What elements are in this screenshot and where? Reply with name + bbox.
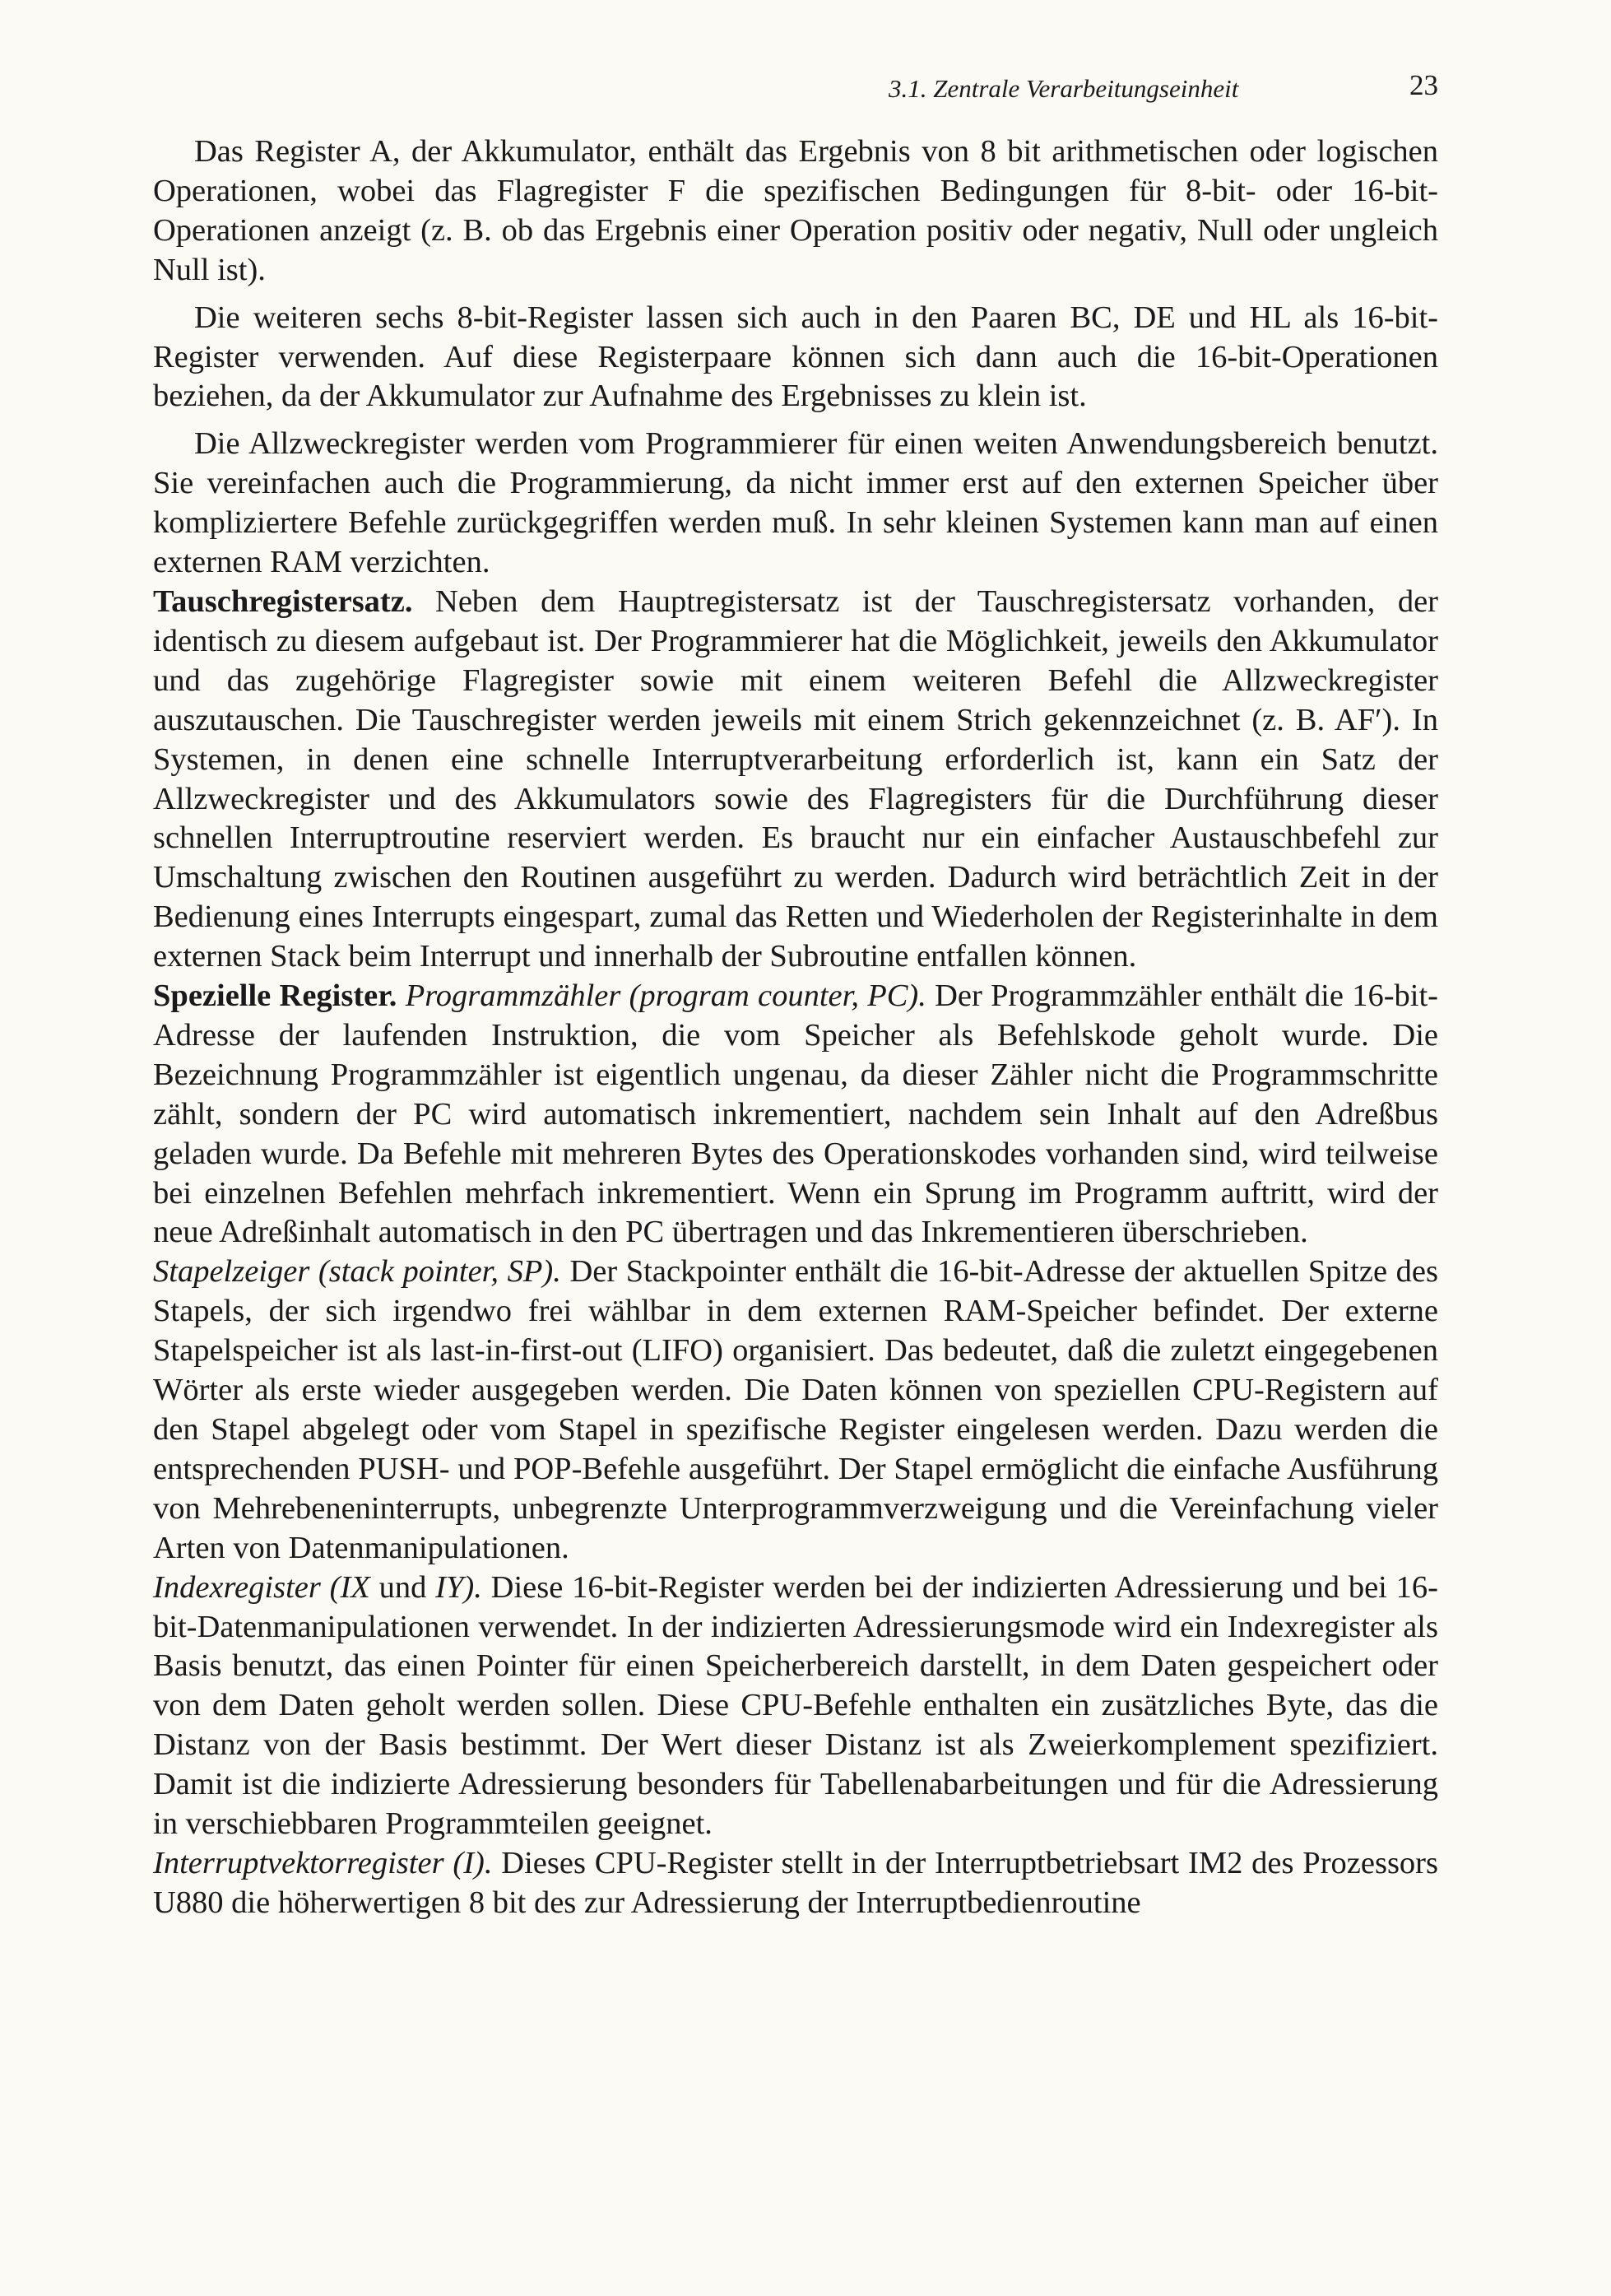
paragraph-text: Der Programmzähler enthält die 16-bit-Adresse der laufenden Instruktion, die vom Speicher als Befehlskode geholt wurde. Die Bezeichnung Programmzähler ist eigentlich ungenau, da dieser Zähler nicht die Programmschritte zählt, sondern der PC wird automatisch inkrementiert, nachdem sein Inhalt auf den Adreßbus geladen wurde. Da Befehle mit mehreren Bytes des Operationskodes vorhanden sind, wird teilweise bei einzelnen Befehlen mehrfach inkrementiert. Wenn ein Sprung im Programm auftritt, wird der neue Adreßinhalt automatisch in den PC übertragen und das Inkrementieren überschrieben.: [153, 978, 1438, 1250]
section-title: 3.1. Zentrale Verarbeitungseinheit: [889, 74, 1239, 103]
paragraph-subheading: Indexregister (IX: [153, 1569, 370, 1605]
paragraph-subheading: Interruptvektorregister (I).: [153, 1845, 493, 1880]
paragraph-subheading-conjunction: und: [369, 1569, 436, 1605]
paragraph-text: Das Register A, der Akkumulator, enthält das Ergebnis von 8 bit arithmetischen oder logischen Operationen, wobei das Flagregister F die spezifischen Bedingungen für 8-bit- oder 16-bit-Operationen anzeigt (z. B. ob das Ergebnis einer Operation positiv oder negativ, Null oder ungleich Null ist).: [153, 134, 1438, 287]
paragraph-text: Die weiteren sechs 8-bit-Register lassen sich auch in den Paaren BC, DE und HL als 16-bit-Register verwenden. Auf diese Registerpaare können sich dann auch die 16-bit-Operationen beziehen, da der Akkumulator zur Aufnahme des Ergebnisses zu klein ist.: [153, 300, 1438, 414]
paragraph-text: Diese 16-bit-Register werden bei der indizierten Adressierung und bei 16-bit-Datenmanipulationen verwendet. In der indizierten Adressierungsmode wird ein Indexregister als Basis benutzt, das einen Pointer für einen Speicherbereich darstellt, in dem Daten gespeichert oder von dem Daten geholt werden sollen. Diese CPU-Befehle enthalten ein zusätzliches Byte, das die Distanz von der Basis bestimmt. Der Wert dieser Distanz ist als Zweierkomplement spezifiziert. Damit ist die indizierte Adressierung besonders für Tabellenabarbeitungen und für die Adressierung in verschiebbaren Programmteilen geeignet.: [153, 1569, 1438, 1842]
body-text: [153, 132, 1438, 1923]
paragraph-registerpaare: [153, 299, 1438, 417]
paragraph-heading: Spezielle Register.: [153, 978, 397, 1014]
paragraph-indexregister: [153, 1569, 1438, 1844]
running-head: [889, 69, 1438, 110]
paragraph-akkumulator: [153, 132, 1438, 290]
paragraph-text: Neben dem Hauptregistersatz ist der Tauschregistersatz vorhanden, der identisch zu diesem aufgebaut ist. Der Programmierer hat die Möglichkeit, jeweils den Akkumulator und das zugehörige Flagregister sowie mit einem weiteren Befehl die Allzweckregister auszutauschen. Die Tauschregister werden jeweils mit einem Strich gekennzeichnet (z. B. AF′). In Systemen, in denen eine schnelle Interruptverarbeitung erforderlich ist, kann ein Satz der Allzweckregister und des Akkumulators sowie des Flagregisters für die Durchführung dieser schnellen Interruptroutine reserviert werden. Es braucht nur ein einfacher Austauschbefehl zur Umschaltung zwischen den Routinen ausgeführt zu werden. Dadurch wird beträchtlich Zeit in der Bedienung eines Interrupts eingespart, zumal das Retten und Wiederholen der Registerinhalte in dem externen Stack beim Interrupt und innerhalb der Subroutine entfallen können.: [153, 583, 1438, 974]
paragraph-subheading: Stapelzeiger (stack pointer, SP).: [153, 1254, 561, 1290]
paragraph-programmzaehler: [153, 977, 1438, 1253]
paragraph-subheading: IY).: [435, 1569, 482, 1605]
paragraph-allzweckregister: [153, 425, 1438, 583]
page-number: 23: [1409, 69, 1438, 101]
paragraph-text: Der Stackpointer enthält die 16-bit-Adresse der aktuellen Spitze des Stapels, der sich irgendwo frei wählbar in dem externen RAM-Speicher befindet. Der externe Stapelspeicher ist als last-in-first-out (LIFO) organisiert. Das bedeutet, daß die zuletzt eingegebenen Wörter als erste wieder ausgegeben werden. Die Daten können von speziellen CPU-Registern auf den Stapel abgelegt oder vom Stapel in spezifische Register eingelesen werden. Dazu werden die entsprechenden PUSH- und POP-Befehle ausgeführt. Der Stapel ermöglicht die einfache Ausführung von Mehrebeneninterrupts, unbegrenzte Unterprogrammverzweigung und die Vereinfachung vieler Arten von Datenmanipulationen.: [153, 1254, 1438, 1565]
paragraph-text: Dieses CPU-Register stellt in der Interruptbetriebsart IM2 des Prozessors U880 die höherwertigen 8 bit des zur Adressierung der Interruptbedienroutine: [153, 1845, 1438, 1920]
paragraph-stapelzeiger: [153, 1253, 1438, 1568]
paragraph-text: Die Allzweckregister werden vom Programmierer für einen weiten Anwendungsbereich benutzt. Sie vereinfachen auch die Programmierung, da nicht immer erst auf den externen Speicher über kompliziertere Befehle zurückgegriffen werden muß. In sehr kleinen Systemen kann man auf einen externen RAM verzichten.: [153, 426, 1438, 580]
paragraph-tauschregistersatz: [153, 583, 1438, 977]
paragraph-subheading: Programmzähler (program counter, PC).: [405, 978, 926, 1014]
paragraph-heading: Tauschregistersatz.: [153, 583, 413, 619]
paragraph-interruptvektorregister: [153, 1844, 1438, 1923]
